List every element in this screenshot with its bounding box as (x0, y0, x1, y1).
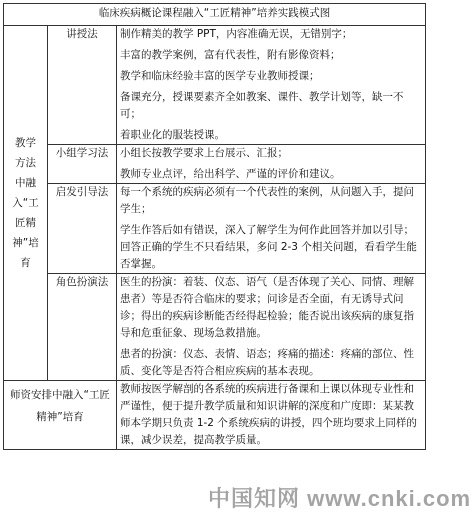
table-row (4, 274, 426, 381)
content-line: 每一个系统的疾病必须有一个代表性的案例，从问题入手，提问学生； (120, 186, 414, 215)
content-line: 丰富的教学案例，富有代表性，附有影像资料； (120, 49, 341, 61)
method-cell (48, 145, 117, 184)
content-line: 患者的扮演：仪态、表情、语态；疼痛的描述：疼痛的部位、性质、变化等是否符合相应疾病的基本表现。 (120, 348, 414, 377)
content-cell (117, 274, 426, 381)
method-cell (48, 184, 117, 274)
content-line: 制作精美的教学 PPT，内容准确无误，无错别字； (120, 28, 353, 40)
method-name: 小组学习法 (55, 147, 109, 159)
section-label-line: 教学 (15, 137, 36, 149)
section-label-teaching-methods (4, 26, 48, 381)
section-label-line: 育 (20, 257, 31, 269)
section-label-line: 中融 (15, 177, 36, 189)
content-line: 教师专业点评，给出科学、严谨的评价和建议。 (120, 168, 341, 180)
watermark-text: 中国知网 www.cnki.com (208, 486, 471, 511)
content-line: 小组长按教学要求上台展示、汇报； (120, 147, 288, 159)
content-line: 着职业化的服装授课。 (120, 129, 225, 141)
method-cell (48, 26, 117, 145)
table-row (4, 145, 426, 184)
content-cell (117, 184, 426, 274)
content-cell (117, 381, 426, 450)
method-name: 启发引导法 (55, 186, 109, 198)
content-line: 医生的扮演：着装、仪态、语气（是否体现了关心、同情、理解患者）等是否符合临床的要求；问诊是否全面，有无诱导式问诊；得出的疾病诊断能否经得起检验；能否说出该疾病的康复指导和危重征象、现场急救措施。 (120, 276, 414, 339)
method-name: 角色扮演法 (55, 276, 109, 288)
content-line: 教师按医学解剖的各系统的疾病进行备课和上课以体现专业性和严谨性，便于提升教学质量和知识讲解的深度和广度即：某某教师本学期只负责 1-2 个系统疾病的讲授，四个班均要求上同样的课，减少误差，提高教学质量。 (120, 383, 417, 446)
teaching-model-table (3, 3, 426, 450)
section-label-line: 匠精 (15, 217, 36, 229)
content-line: 备课充分，授课要素齐全如教案、课件、教学计划等，缺一不可； (120, 91, 404, 120)
table-row (4, 381, 426, 450)
table-title-row (4, 4, 426, 26)
table-row (4, 26, 426, 145)
section-label-line: 入“工 (12, 197, 39, 209)
content-line: 教学和临床经验丰富的医学专业教师授课； (120, 70, 320, 82)
table-row (4, 184, 426, 274)
method-name: 讲授法 (66, 28, 98, 40)
section-label-line: 神”培 (12, 237, 39, 249)
section-label-line: 方法 (15, 157, 36, 169)
section-label-faculty: 师资安排中融入“工匠精神”培育 (4, 381, 117, 450)
content-cell (117, 26, 426, 145)
method-cell (48, 274, 117, 381)
content-cell (117, 145, 426, 184)
table-title: 临床疾病概论课程融入“工匠精神”培养实践模式图 (4, 4, 426, 26)
content-line: 学生作答后如有错误，深入了解学生为何作此回答并加以引导；回答正确的学生不只看结果，多问 2-3 个相关问题，看看学生能否掌握。 (120, 224, 417, 270)
